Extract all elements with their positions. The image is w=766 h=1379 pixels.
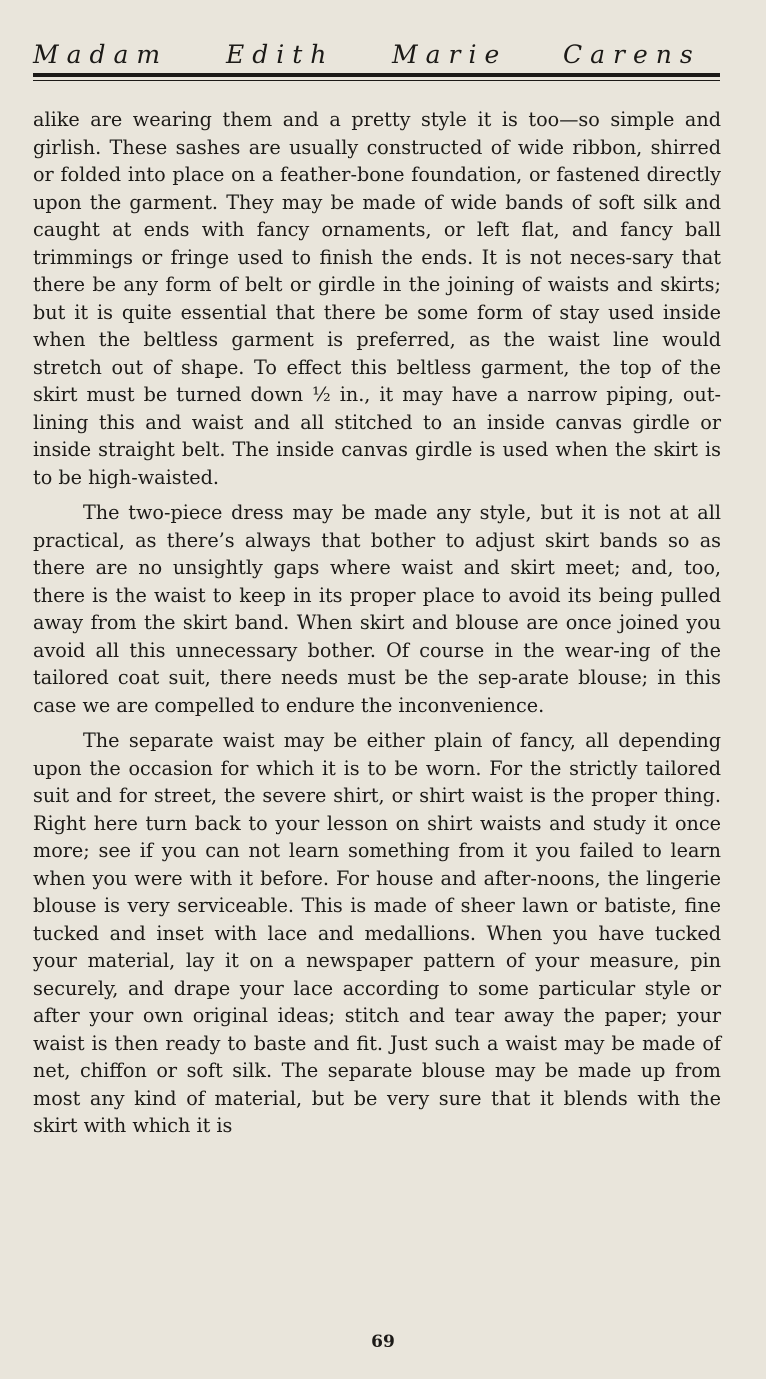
paragraph-2: The two-piece dress may be made any style, but it is not at all practical, as there’s always that bother to adjust skirt bands so as there are no unsightly gaps where waist and skirt meet; and, too, there is the waist to keep in its proper place to avoid its being pulled away from the skirt band. When skirt and blouse are once joined you avoid all this unnecessary bother. Of course in the wear-ing of the tailored coat suit, there needs must be the sep-arate blouse; in this case we are compelled to endure the inconvenience. (33, 501, 721, 717)
running-head-word-1: Madam (33, 40, 169, 69)
paragraph-1: alike are wearing them and a pretty style it is too—so simple and girlish. These sashes are usually constructed of wide ribbon, shirred or folded into place on a feather-bone foundation, or fastened directly upon the garment. They may be made of wide bands of soft silk and caught at ends with fancy ornaments, or left flat, and fancy ball trimmings or fringe used to finish the ends. It is not neces-sary that there be any form of belt or girdle in the joining of waists and skirts; but it is quite essential that there be some form of stay used inside when the beltless garment is preferred, as the waist line would stretch out of shape. To effect this beltless garment, the top of the skirt must be turned down ½ in., it may have a narrow piping, out-lining this and waist and all stitched to an inside canvas girdle or inside straight belt. The inside canvas girdle is used when the skirt is to be high-waisted. (33, 108, 721, 489)
paragraph-3: The separate waist may be either plain of fancy, all depending upon the occasion for which it is to be worn. For the strictly tailored suit and for street, the severe shirt, or shirt waist is the proper thing. Right here turn back to your lesson on shirt waists and study it once more; see if you can not learn something from it you failed to learn when you were with it before. For house and after-noons, the lingerie blouse is very serviceable. This is made of sheer lawn or batiste, fine tucked and inset with lace and medallions. When you have tucked your material, lay it on a newspaper pattern of your measure, pin securely, and drape your lace according to some particular style or after your own original ideas; stitch and tear away the paper; your waist is then ready to baste and fit. Just such a waist may be made of net, chiffon or soft silk. The separate blouse may be made up from most any kind of material, but be very sure that it blends with the skirt with which it is (33, 729, 721, 1137)
running-head (33, 40, 723, 74)
running-head-word-2: Edith (226, 40, 335, 69)
header-rule-thin (33, 80, 720, 81)
page-number: 69 (371, 1332, 395, 1352)
body-text (33, 106, 721, 1140)
running-head-word-4: Carens (563, 40, 701, 69)
header-rule-thick (33, 73, 720, 77)
running-head-word-3: Marie (392, 40, 508, 69)
